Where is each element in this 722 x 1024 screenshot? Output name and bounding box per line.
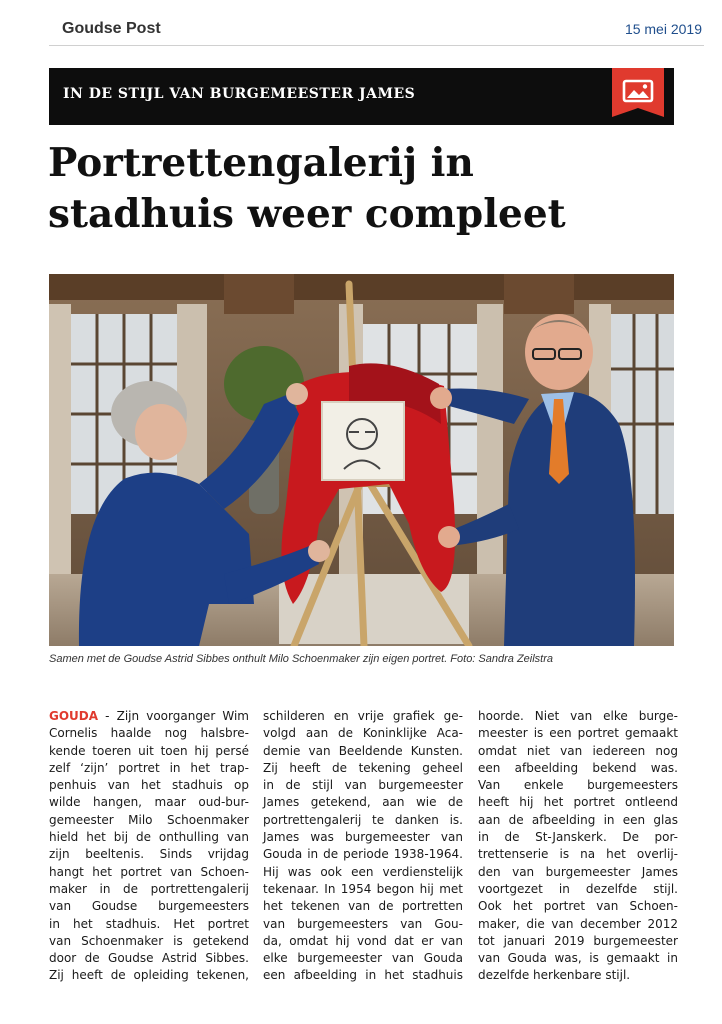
body-line: trettenserie is na het overlij- xyxy=(478,847,678,862)
body-line: tekenaar. In 1954 begon hij met xyxy=(263,881,463,896)
body-line: elke burgemeester van Gouda xyxy=(263,951,463,966)
article-photo xyxy=(49,274,674,646)
body-line: van Schoenmaker is getekend xyxy=(49,933,249,948)
body-line xyxy=(49,708,249,725)
body-line: demie van Beeldende Kunsten. xyxy=(263,743,463,758)
body-line: hoorde. Niet van elke burge- xyxy=(478,709,678,723)
body-line: maker in de portrettengalerij xyxy=(49,881,249,896)
body-line: Cornelis haalde nog halsbre- xyxy=(49,726,249,741)
body-line: maker, die van december 2012 xyxy=(478,916,678,931)
body-line: heeft hij het portret ontleend xyxy=(478,795,678,810)
body-column-1 xyxy=(49,708,249,985)
body-line: Zij heeft de tekening geheel xyxy=(263,760,463,775)
body-line: wilde hangen, maar oud-bur- xyxy=(49,795,249,810)
body-line: Zij heeft de opleiding tekenen, xyxy=(49,968,249,983)
body-line: omdat niet van iedereen nog xyxy=(478,743,678,758)
body-line: Hij was ook een verdienstelijk xyxy=(263,864,463,879)
body-line: aan de afbeelding in een glas xyxy=(478,812,678,827)
body-line: in het stadhuis. Het portret xyxy=(49,916,249,931)
body-line: da, omdat hij vond dat er van xyxy=(263,933,463,948)
body-line: voortgezet in dezelfde stijl. xyxy=(478,881,678,896)
dateline: GOUDA xyxy=(49,709,99,723)
body-line: Gouda in de periode 1938-1964. xyxy=(263,847,463,862)
publication-date: 15 mei 2019 xyxy=(624,21,702,37)
body-line: van burgemeesters van Gou- xyxy=(263,916,463,931)
body-line: een afbeelding bekend was. xyxy=(478,760,678,775)
article-headline xyxy=(48,138,688,240)
masthead-bar xyxy=(49,14,704,46)
body-line: een afbeelding in het stadhuis xyxy=(263,968,463,983)
body-line: van Goudse burgemeesters xyxy=(49,899,249,914)
body-line-text: - Zijn voorganger Wim xyxy=(98,709,249,723)
body-line: portrettengalerij te danken is. xyxy=(263,812,463,827)
image-icon[interactable] xyxy=(612,68,664,117)
body-line: in de St-Janskerk. De por- xyxy=(478,830,678,845)
body-line: volgd aan de Koninklijke Aca- xyxy=(263,726,463,741)
body-line: schilderen en vrije grafiek ge- xyxy=(263,709,463,723)
body-line: Van enkele burgemeesters xyxy=(478,778,678,793)
body-line: meester is een portret gemaakt xyxy=(478,726,678,741)
body-column-3 xyxy=(478,708,678,985)
headline-line-2: stadhuis weer compleet xyxy=(48,191,566,237)
body-line: zelf ‘zijn’ portret in het trap- xyxy=(49,760,249,775)
body-line: hangt het portret van Schoen- xyxy=(49,864,249,879)
body-line: penhuis van het stadhuis op xyxy=(49,778,249,793)
body-line: zijn beeltenis. Sinds vrijdag xyxy=(49,847,249,862)
photo-caption: Samen met de Goudse Astrid Sibbes onthult Milo Schoenmaker zijn eigen portret. Foto: Sandra Zeilstra xyxy=(49,653,554,665)
body-line: door de Goudse Astrid Sibbes. xyxy=(49,951,249,966)
body-line: hield het bij de onthulling van xyxy=(49,830,249,845)
body-line: dezelfde herkenbare stijl. xyxy=(478,968,631,983)
body-line: kende toeren uit toen hij persé xyxy=(49,743,249,758)
body-column-2 xyxy=(263,708,463,985)
body-line: van Gouda was, is gemaakt in xyxy=(478,951,678,966)
body-line: gemeester Milo Schoenmaker xyxy=(49,812,249,827)
body-line: tot januari 2019 burgemeester xyxy=(478,933,678,948)
body-line: den van burgemeester James xyxy=(478,864,678,879)
section-banner xyxy=(49,68,674,125)
body-line: Ook het portret van Schoen- xyxy=(478,899,678,914)
body-line: in de stijl van burgemeester xyxy=(263,778,463,793)
headline-line-1: Portrettengalerij in xyxy=(48,140,474,186)
section-title: IN DE STIJL VAN BURGEMEESTER JAMES xyxy=(63,86,416,102)
body-line: James getekend, aan wie de xyxy=(263,795,463,810)
publication-name: Goudse Post xyxy=(62,20,161,37)
body-line: het tekenen van de portretten xyxy=(263,899,463,914)
body-line: James was burgemeester van xyxy=(263,830,463,845)
